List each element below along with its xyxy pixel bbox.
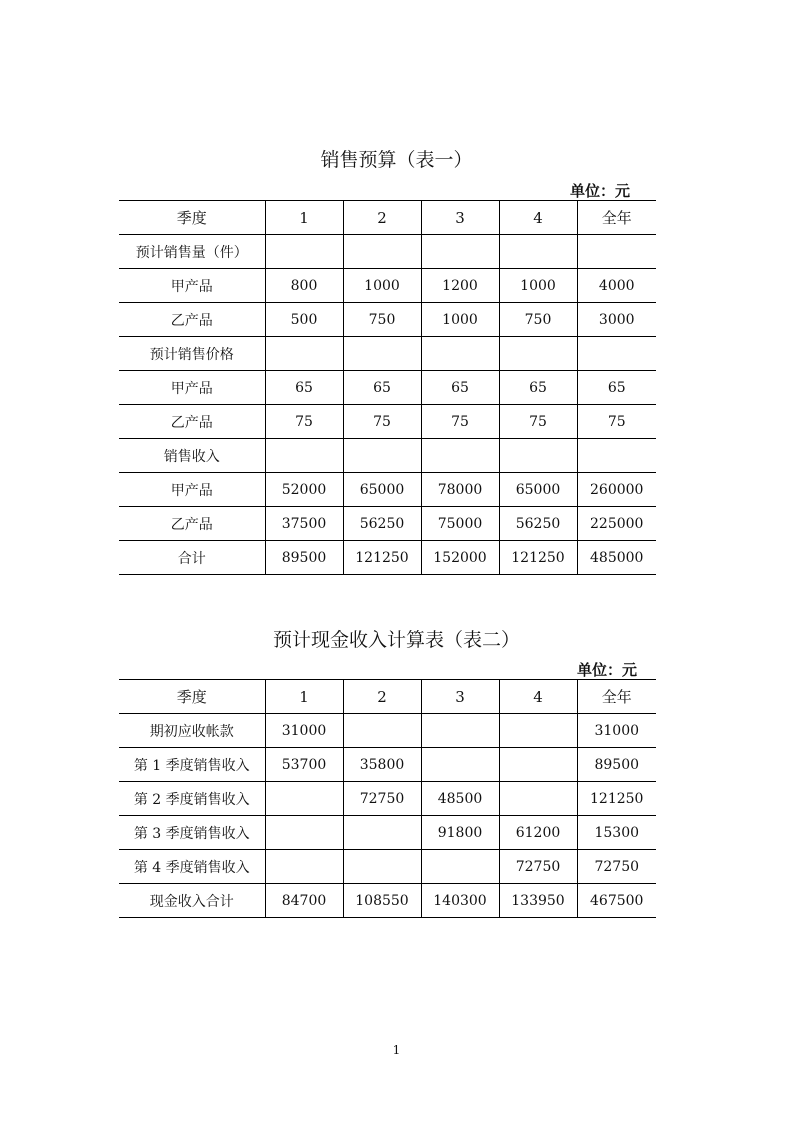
table-cell: 108550	[343, 884, 421, 918]
table-cell: 121250	[577, 782, 656, 816]
table-cell: 75000	[421, 507, 499, 541]
table-cell: 4000	[577, 269, 656, 303]
table-cell	[343, 850, 421, 884]
table-cell	[265, 235, 343, 269]
table-cell: 225000	[577, 507, 656, 541]
table-cell	[499, 439, 577, 473]
table-cell: 72750	[577, 850, 656, 884]
header-cell: 4	[499, 201, 577, 235]
table-row	[119, 541, 656, 575]
table-row	[119, 473, 656, 507]
table-cell: 65	[343, 371, 421, 405]
table-cell: 65000	[343, 473, 421, 507]
table-cell: 56250	[499, 507, 577, 541]
table-cell: 1000	[499, 269, 577, 303]
table-cell: 15300	[577, 816, 656, 850]
table-cell: 65	[265, 371, 343, 405]
table-row	[119, 337, 656, 371]
row-label: 甲产品	[119, 371, 265, 405]
table-cell	[343, 714, 421, 748]
table-cell	[343, 235, 421, 269]
table-cell: 800	[265, 269, 343, 303]
table-cell: 75	[343, 405, 421, 439]
table-cell: 152000	[421, 541, 499, 575]
row-label: 乙产品	[119, 507, 265, 541]
table-cell: 75	[499, 405, 577, 439]
table-cell	[343, 337, 421, 371]
table2-unit: 单位：元	[577, 661, 638, 679]
table-cell	[577, 235, 656, 269]
table-row	[119, 303, 656, 337]
header-cell: 2	[343, 680, 421, 714]
table-cell	[577, 337, 656, 371]
table-cell: 91800	[421, 816, 499, 850]
row-label: 合计	[119, 541, 265, 575]
table-cell: 500	[265, 303, 343, 337]
table-cell	[577, 439, 656, 473]
row-label: 甲产品	[119, 269, 265, 303]
table-cell: 89500	[265, 541, 343, 575]
row-label: 第 3 季度销售收入	[119, 816, 265, 850]
header-cell: 4	[499, 680, 577, 714]
table-cell: 52000	[265, 473, 343, 507]
table-cell	[343, 816, 421, 850]
table-row	[119, 782, 656, 816]
table-cell: 89500	[577, 748, 656, 782]
table-cell: 84700	[265, 884, 343, 918]
table-cell: 1200	[421, 269, 499, 303]
table-cell	[499, 714, 577, 748]
table-cell: 3000	[577, 303, 656, 337]
table-cell: 53700	[265, 748, 343, 782]
row-label: 乙产品	[119, 303, 265, 337]
row-label: 第 1 季度销售收入	[119, 748, 265, 782]
page-number: 1	[392, 1043, 401, 1057]
header-cell: 1	[265, 680, 343, 714]
row-label: 预计销售量（件）	[119, 235, 265, 269]
table-cell	[421, 850, 499, 884]
table-cell: 1000	[421, 303, 499, 337]
row-label: 期初应收帐款	[119, 714, 265, 748]
table-cell: 56250	[343, 507, 421, 541]
table-cell: 485000	[577, 541, 656, 575]
table-cell: 750	[343, 303, 421, 337]
table-cell: 61200	[499, 816, 577, 850]
header-cell: 全年	[577, 201, 656, 235]
table-cell: 75	[577, 405, 656, 439]
row-label: 第 2 季度销售收入	[119, 782, 265, 816]
table-cell: 121250	[499, 541, 577, 575]
cash-receipts-table	[119, 679, 656, 918]
table-cell	[265, 439, 343, 473]
table-cell	[499, 782, 577, 816]
header-row	[119, 680, 656, 714]
table-row	[119, 405, 656, 439]
table-cell	[499, 235, 577, 269]
table-cell	[421, 714, 499, 748]
table-cell	[421, 337, 499, 371]
table-row	[119, 507, 656, 541]
table-row	[119, 371, 656, 405]
table-cell: 31000	[265, 714, 343, 748]
header-cell: 1	[265, 201, 343, 235]
table-cell: 31000	[577, 714, 656, 748]
table-cell: 75	[265, 405, 343, 439]
table-row	[119, 748, 656, 782]
table-cell	[265, 337, 343, 371]
table-cell: 467500	[577, 884, 656, 918]
table-row	[119, 816, 656, 850]
header-cell: 季度	[119, 680, 265, 714]
row-label: 第 4 季度销售收入	[119, 850, 265, 884]
row-label: 预计销售价格	[119, 337, 265, 371]
table-cell: 75	[421, 405, 499, 439]
table-cell: 65	[499, 371, 577, 405]
table-cell	[343, 439, 421, 473]
row-label: 现金收入合计	[119, 884, 265, 918]
table-cell: 65	[421, 371, 499, 405]
table1-title: 销售预算（表一）	[320, 149, 473, 171]
table-cell: 48500	[421, 782, 499, 816]
header-cell: 季度	[119, 201, 265, 235]
table-cell: 65000	[499, 473, 577, 507]
header-cell: 3	[421, 201, 499, 235]
row-label: 销售收入	[119, 439, 265, 473]
table-cell	[499, 337, 577, 371]
table-cell: 260000	[577, 473, 656, 507]
table-cell: 37500	[265, 507, 343, 541]
table-cell	[499, 748, 577, 782]
table-cell: 121250	[343, 541, 421, 575]
table-cell: 140300	[421, 884, 499, 918]
table-cell	[421, 748, 499, 782]
table-cell: 133950	[499, 884, 577, 918]
table-cell: 750	[499, 303, 577, 337]
table-cell	[421, 235, 499, 269]
table-row	[119, 269, 656, 303]
header-cell: 3	[421, 680, 499, 714]
table-row	[119, 884, 656, 918]
table-cell	[421, 439, 499, 473]
sales-budget-table	[119, 200, 656, 575]
table-row	[119, 235, 656, 269]
table-cell: 72750	[343, 782, 421, 816]
table-cell: 72750	[499, 850, 577, 884]
row-label: 甲产品	[119, 473, 265, 507]
table-row	[119, 850, 656, 884]
table2-title: 预计现金收入计算表（表二）	[272, 629, 520, 651]
table-cell: 1000	[343, 269, 421, 303]
table-cell	[265, 816, 343, 850]
table-cell	[265, 782, 343, 816]
table-cell: 35800	[343, 748, 421, 782]
table-row	[119, 439, 656, 473]
header-row	[119, 201, 656, 235]
row-label: 乙产品	[119, 405, 265, 439]
table1-unit: 单位：元	[570, 182, 631, 200]
header-cell: 全年	[577, 680, 656, 714]
table-cell: 65	[577, 371, 656, 405]
table-cell	[265, 850, 343, 884]
table-cell: 78000	[421, 473, 499, 507]
header-cell: 2	[343, 201, 421, 235]
table-row	[119, 714, 656, 748]
